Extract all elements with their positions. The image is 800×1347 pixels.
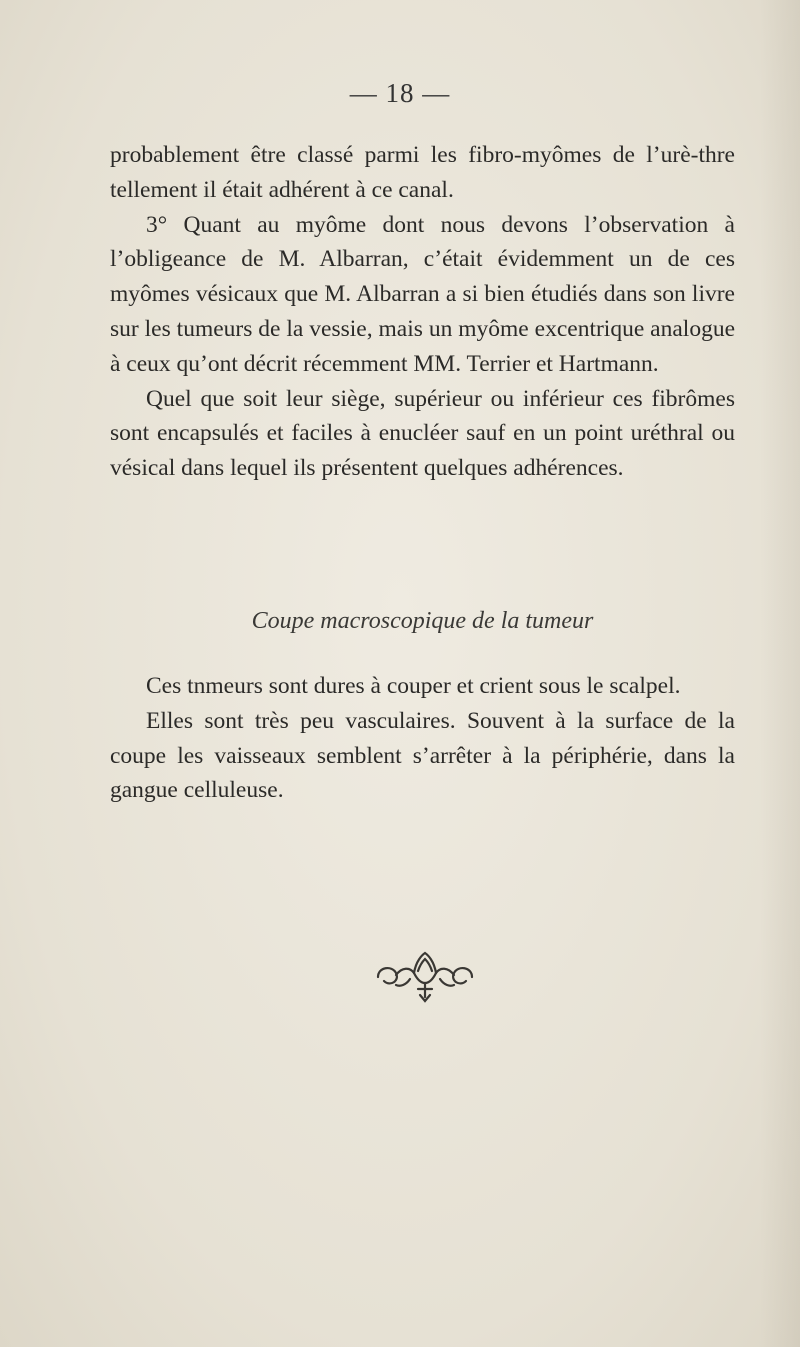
paragraph-siege: Quel que soit leur siège, supérieur ou inférieur ces fibrômes sont encapsulés et faciles à enucléer sauf en un point uréthral ou vésical dans lequel ils présentent quelques adhérences. <box>110 385 735 482</box>
section-heading: Coupe macroscopique de la tumeur <box>251 608 594 634</box>
page-edge-shadow <box>760 0 800 1347</box>
body-text <box>110 138 735 486</box>
paragraph-observation: 3° Quant au myôme dont nous devons l’observation à l’obligeance de M. Albarran, c’était évidemment un de ces myômes vésicaux que M. Albarran a si bien étudiés dans son livre sur les tumeurs de la vessie, mais un myôme excentrique analogue à ceux qu’ont décrit récemment MM. Terrier et Hartmann. <box>110 211 735 377</box>
section-text <box>110 669 735 808</box>
paragraph-vasculaires: Elles sont très peu vasculaires. Souvent à la surface de la coupe les vaisseaux semblent s’arrêter à la périphérie, dans la gangue celluleuse. <box>110 707 735 804</box>
page-number: — 18 — <box>349 78 451 108</box>
paragraph-dures: Ces tnmeurs sont dures à couper et crient sous le scalpel. <box>146 673 681 699</box>
paragraph-continuation: probablement être classé parmi les fibro-myômes de l’urè-thre tellement il était adhérent à ce canal. <box>110 142 735 203</box>
fleuron-ornament-icon <box>370 945 480 1005</box>
